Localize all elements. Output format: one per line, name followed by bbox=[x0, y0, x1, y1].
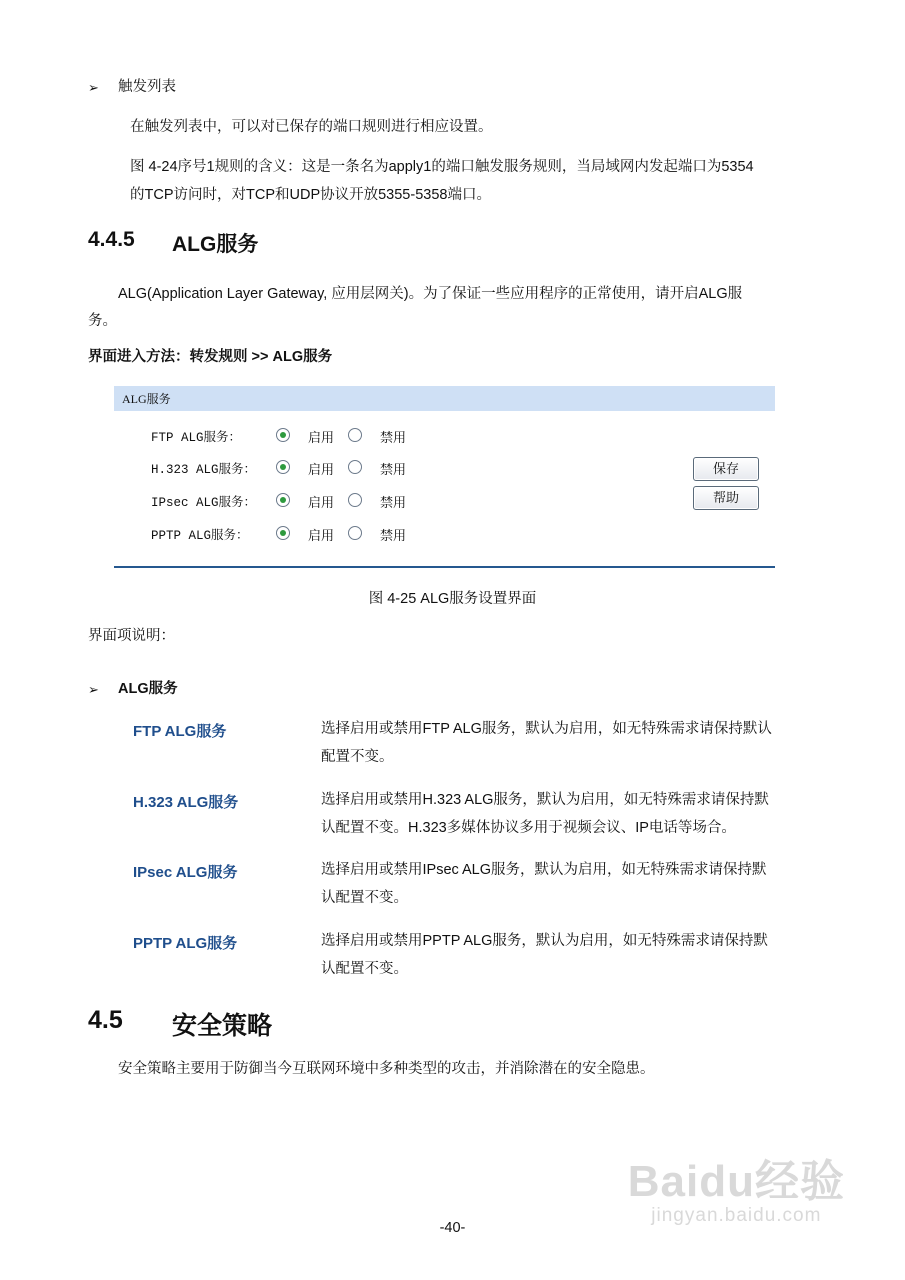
alg-panel-bottom-line bbox=[114, 566, 775, 568]
alg-panel-header-title: ALG服务 bbox=[122, 392, 171, 406]
enable-radio[interactable] bbox=[276, 428, 290, 442]
bullet-arrow-icon: ➢ bbox=[88, 682, 99, 697]
alg-row-ipsec bbox=[151, 490, 451, 510]
enable-radio[interactable] bbox=[276, 526, 290, 540]
desc-ipsec-line2: 认配置不变。 bbox=[321, 890, 408, 906]
alg-row-label: IPsec ALG服务： bbox=[151, 496, 257, 510]
alg-row-label: FTP ALG服务： bbox=[151, 431, 242, 445]
desc-ftp-line2: 配置不变。 bbox=[321, 749, 394, 765]
disable-radio-label: 禁用 bbox=[380, 528, 407, 543]
figure-caption: 图 4-25 ALG服务设置界面 bbox=[368, 591, 537, 607]
section-intro: 安全策略主要用于防御当今互联网环境中多种类型的攻击，并消除潜在的安全隐患。 bbox=[118, 1061, 655, 1077]
term-h323: H.323 ALG服务 bbox=[133, 794, 239, 811]
desc-h323-line1: 选择启用或禁用H.323 ALG服务，默认为启用，如无特殊需求请保持默 bbox=[321, 792, 769, 808]
trigger-list-para2-line1: 图 4-24序号1规则的含义：这是一条名为apply1的端口触发服务规则，当局域网内发起端口为5354 bbox=[130, 159, 754, 175]
section-number: 4.4.5 bbox=[88, 228, 135, 251]
enable-radio[interactable] bbox=[276, 460, 290, 474]
alg-panel-header bbox=[114, 386, 775, 411]
enable-radio-label: 启用 bbox=[308, 430, 335, 445]
bullet-arrow-icon: ➢ bbox=[88, 80, 99, 95]
entry-method: 界面进入方法：转发规则 >> ALG服务 bbox=[88, 349, 333, 365]
alg-items-heading: ALG服务 bbox=[118, 681, 178, 697]
term-ftp: FTP ALG服务 bbox=[133, 723, 227, 740]
desc-h323-line2: 认配置不变。H.323多媒体协议多用于视频会议、IP电话等场合。 bbox=[321, 820, 736, 836]
save-button[interactable]: 保存 bbox=[693, 457, 759, 481]
items-intro: 界面项说明： bbox=[88, 628, 175, 644]
desc-ftp-line1: 选择启用或禁用FTP ALG服务，默认为启用，如无特殊需求请保持默认 bbox=[321, 721, 772, 737]
disable-radio[interactable] bbox=[348, 460, 362, 474]
disable-radio[interactable] bbox=[348, 428, 362, 442]
watermark-sub: jingyan.baidu.com bbox=[651, 1205, 822, 1226]
term-pptp: PPTP ALG服务 bbox=[133, 935, 238, 952]
term-ipsec: IPsec ALG服务 bbox=[133, 864, 238, 881]
desc-pptp-line2: 认配置不变。 bbox=[321, 961, 408, 977]
disable-radio-label: 禁用 bbox=[380, 430, 407, 445]
alg-row-pptp bbox=[151, 523, 451, 543]
section-intro-line2: 务。 bbox=[88, 313, 117, 329]
alg-row-label: PPTP ALG服务： bbox=[151, 529, 249, 543]
enable-radio-label: 启用 bbox=[308, 495, 335, 510]
trigger-list-para1: 在触发列表中，可以对已保存的端口规则进行相应设置。 bbox=[130, 119, 493, 135]
section-intro-line1: ALG(Application Layer Gateway, 应用层网关)。为了保证一些应用程序的正常使用，请开启ALG服 bbox=[118, 286, 743, 302]
watermark-main: Baidu经验 bbox=[627, 1157, 845, 1206]
alg-row-label: H.323 ALG服务： bbox=[151, 463, 257, 477]
desc-ipsec-line1: 选择启用或禁用IPsec ALG服务，默认为启用，如无特殊需求请保持默 bbox=[321, 862, 767, 878]
alg-row-ftp bbox=[151, 425, 451, 445]
disable-radio[interactable] bbox=[348, 493, 362, 507]
disable-radio-label: 禁用 bbox=[380, 495, 407, 510]
enable-radio[interactable] bbox=[276, 493, 290, 507]
trigger-list-heading: 触发列表 bbox=[118, 79, 176, 95]
section-title: ALG服务 bbox=[172, 233, 259, 256]
page-number: -40- bbox=[439, 1220, 466, 1236]
trigger-list-para2-line2: 的TCP访问时，对TCP和UDP协议开放5355-5358端口。 bbox=[130, 187, 491, 203]
section-title: 安全策略 bbox=[172, 1012, 273, 1040]
section-number: 4.5 bbox=[88, 1006, 123, 1034]
enable-radio-label: 启用 bbox=[308, 528, 335, 543]
desc-pptp-line1: 选择启用或禁用PPTP ALG服务，默认为启用，如无特殊需求请保持默 bbox=[321, 933, 768, 949]
alg-row-h323 bbox=[151, 457, 451, 477]
disable-radio[interactable] bbox=[348, 526, 362, 540]
disable-radio-label: 禁用 bbox=[380, 462, 407, 477]
enable-radio-label: 启用 bbox=[308, 462, 335, 477]
help-button[interactable]: 帮助 bbox=[693, 486, 759, 510]
